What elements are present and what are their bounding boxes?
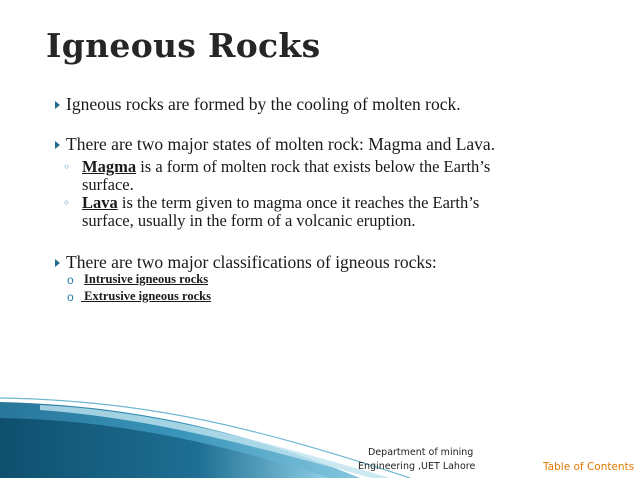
- lava-line-1: [82, 193, 479, 213]
- footer-dept-line-2: Engineering ,UET Lahore: [358, 461, 476, 472]
- bullet-3-text: There are two major classifications of igneous rocks:: [66, 252, 437, 272]
- magma-desc-1: is a form of molten rock that exists below the Earth’s: [136, 157, 491, 176]
- sub-bullet-marker: ◦: [63, 196, 71, 210]
- intrusive-rocks-link[interactable]: Intrusive igneous rocks: [84, 272, 209, 286]
- bullet-arrow-icon: [55, 141, 60, 149]
- magma-line-2: surface.: [82, 175, 134, 194]
- footer-dept-line-1: Department of mining: [368, 447, 474, 458]
- bullet-arrow-icon: [55, 101, 60, 109]
- sub-bullet-marker: ◦: [63, 160, 71, 174]
- bullet-1-text: Igneous rocks are formed by the cooling of molten rock.: [66, 94, 461, 114]
- lava-term: Lava: [82, 193, 118, 212]
- magma-line-1: [82, 157, 490, 177]
- lava-desc-1: is the term given to magma once it reaches the Earth’s: [117, 193, 480, 212]
- o-bullet-marker: o: [67, 273, 74, 287]
- slide-title: Igneous Rocks: [46, 26, 321, 65]
- extrusive-rocks-link[interactable]: Extrusive igneous rocks: [81, 289, 211, 303]
- footer-department: [358, 446, 475, 474]
- o-bullet-marker: o: [67, 290, 74, 304]
- bullet-arrow-icon: [55, 259, 60, 267]
- table-of-contents-link[interactable]: Table of Contents: [543, 461, 635, 473]
- lava-line-2: surface, usually in the form of a volcanic eruption.: [82, 211, 416, 230]
- magma-term: Magma: [82, 157, 137, 176]
- bullet-2-text: There are two major states of molten rock: Magma and Lava.: [66, 134, 496, 154]
